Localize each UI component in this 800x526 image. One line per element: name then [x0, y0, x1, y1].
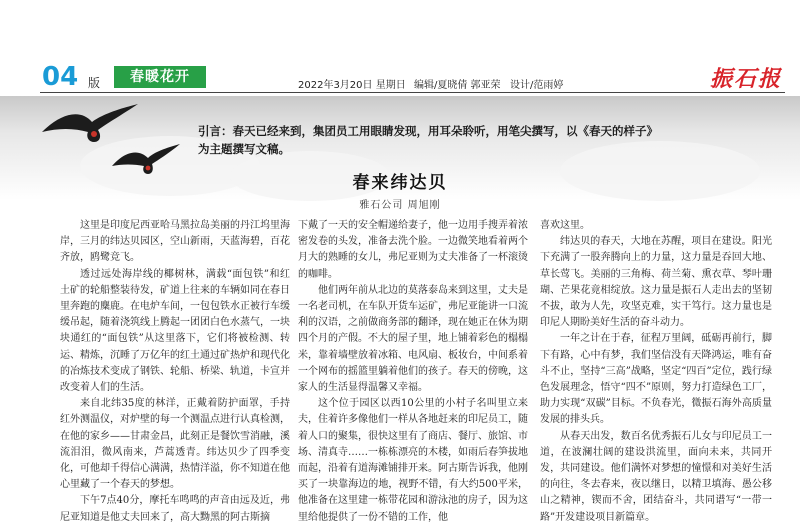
paragraph: 从春天出发，数百名优秀振石儿女与印尼员工一道，在波澜壮阔的建设洪流里，面向未来，共同开发，共同建设。他们满怀对梦想的憧憬和对美好生活的向往，冬去春来，夜以继日，以精卫填海、愚公移山之精神，锲而不舍，团结奋斗，共同谱写“一带一路”开发建设项目新篇章。	[540, 430, 772, 523]
editors: 编辑/夏晓倩 郭亚荣	[414, 80, 501, 91]
article-column-2	[298, 218, 528, 523]
article-byline: 雅石公司 周旭刚	[359, 200, 441, 211]
paragraph: 下戴了一天的安全帽递给妻子，他一边用手搜弄着浓密发卷的头发，准备去洗个脸。一边微笑地看着两个月大的熟睡的女儿，弗尼亚则为丈夫准备了一杯滚烫的咖啡。	[298, 220, 528, 280]
page-unit: 版	[88, 76, 101, 90]
newspaper-logo: 振石报	[709, 66, 782, 92]
article-column-1	[60, 218, 290, 523]
page-header	[0, 0, 800, 100]
paragraph: 他们两年前从北边的莫落泰岛来到这里，丈夫是一名老司机，在车队开货车运矿，弗尼亚能讲一口流利的汉语，之前做商务部的翻译，现在她正在休为期四个月的产假。不大的屋子里，地上铺着彩色的榻榻米，靠着墙壁放着冰箱、电风扇、板妆台，中间系着一个网布的摇篮里躺着他们的孩子。春天的傍晚，这家人的生活显得温馨又幸福。	[298, 284, 528, 394]
header-divider	[40, 92, 785, 93]
paragraph: 这个位于园区以西10公里的小村子名叫里立来夫，住着许多像他们一样从各地赶来的印尼员工，随着人口的聚集，很快这里有了商店、餐厅、旅馆、市场、清真寺……一栋栋漂亮的木楼，如雨后春笋拔地而起，沿着有道海滩铺排开来。阿古斯告诉我，他刚买了一块靠海边的地，视野不错，有大约500平米，他准备在这里建一栋带花园和游泳池的房子，因为这里给他提供了一份不错的工作，他	[298, 398, 528, 523]
article-column-3	[540, 218, 772, 523]
intro-text: 引言：春天已经来到，集团员工用眼睛发现，用耳朵聆听，用笔尖撰写，以《春天的样子》为主题撰写文稿。	[198, 124, 658, 156]
paragraph: 一年之计在于春，征程万里阔，砥砺再前行，脚下有路，心中有梦，我们坚信没有天降鸿运，唯有奋斗不止，坚持“三高”战略，坚定“四百”定位，践行绿色发展理念，悟守“四不”原则，努力打造绿色工厂，助力实现“双碳”目标。不负春光，微振石海外高质量发展的排头兵。	[540, 333, 772, 426]
page-number: 04	[42, 62, 79, 92]
paragraph: 下午7点40分，摩托车鸣鸣的声音由远及近，弗尼亚知道是他丈夫回来了，高大黝黑的阿古斯摘	[60, 495, 290, 523]
issue-date: 2022年3月20日 星期日	[298, 80, 406, 91]
swallow-icon	[40, 102, 140, 146]
section-badge: 春暖花开	[114, 66, 206, 88]
designer: 设计/范雨婷	[510, 80, 564, 91]
paragraph: 来自北纬35度的林洋，正戴着防护面罩，手持红外测温仪，对炉壁的每一个测温点进行认真检测，在他的家乡——甘肃金昌，此刻正是餐饮雪消融，溪流泪泪，微风南来，芦蒿透青。纬达贝少了四季变化，可他却千得信心满满，热情洋溢，你不知道在他心里藏了一个春天的梦想。	[60, 398, 290, 491]
paragraph: 喜欢这里。	[540, 220, 590, 231]
paragraph: 这里是印度尼西亚哈马黑拉岛美丽的丹江坞里海岸，三月的纬达贝园区，空山新雨，天蓝海碧，百花齐放，鸥鹭竞飞。	[60, 220, 290, 264]
paragraph: 透过远处海岸线的椰树林，满载“面包铁”和红土矿的轮船整装待发，矿道上往来的车辆如同在春日里奔跑的麋鹿。在电炉车间，一包包铁水正被行车缓缓吊起，随着浇筑线上腾起一团团白色水蒸气，一块块通红的“面包铁”从这里落下，它们将被检测、转运、精炼，沉睡了万亿年的红土通过矿热炉和现代化的冶炼技术变成了钢铁、轮船、桥梁、轨道，卡宣并改变着人们的生活。	[60, 268, 290, 394]
paragraph: 纬达贝的春天，大地在苏醒，项目在建设。阳光下充满了一股奔腾向上的力量，这力量是吞回大地、草长莺飞。美丽的三角梅、荷兰菊、熏衣草、琴叶珊瑚、芒果花竟相绽放。这力量是振石人走出去的坚韧不拔，敢为人先，攻坚克难，实干笃行。这力量也是印尼人期盼美好生活的奋斗动力。	[540, 236, 772, 329]
article-title: 春来纬达贝	[352, 173, 448, 193]
